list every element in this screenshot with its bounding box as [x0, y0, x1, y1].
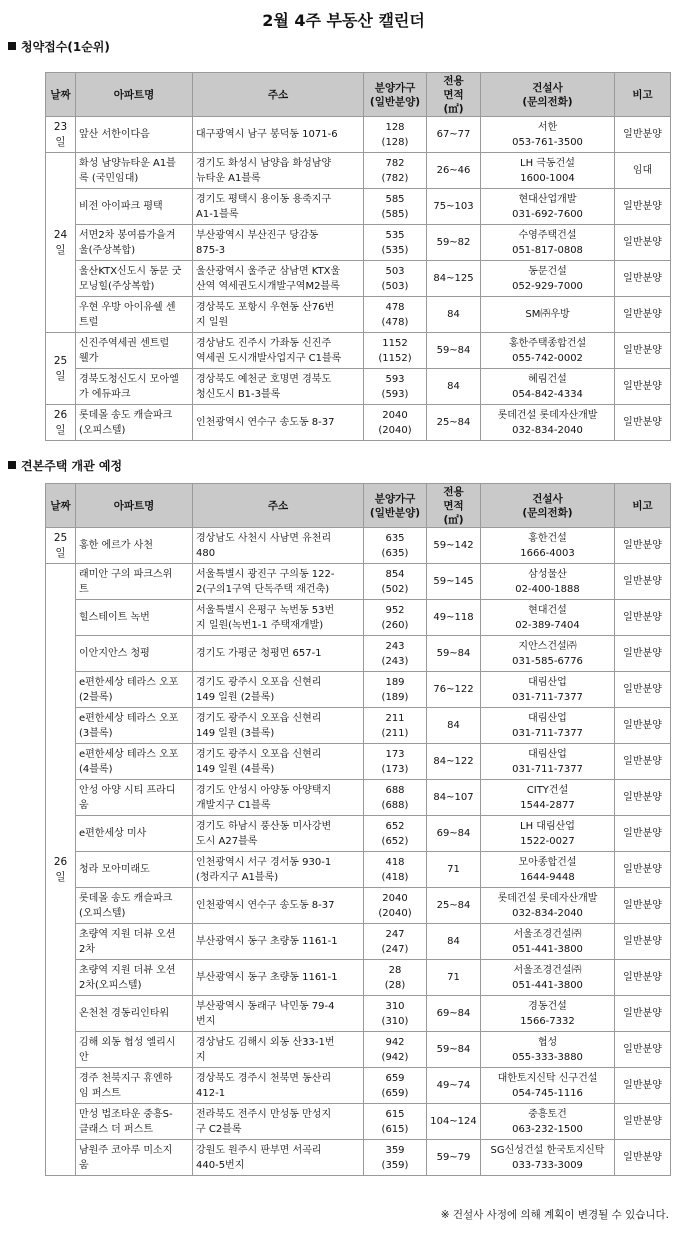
address-cell: 경기도 광주시 오포읍 신현리 149 일원 (3블록) — [193, 708, 364, 744]
note-cell: 일반분양 — [615, 636, 671, 672]
header-units: 분양가구 (일반분양) — [364, 73, 427, 117]
builder-cell: 홍한건설 1666-4003 — [481, 528, 615, 564]
area-cell: 49~118 — [427, 600, 481, 636]
note-cell: 일반분양 — [615, 189, 671, 225]
units-cell: 854 (502) — [364, 564, 427, 600]
address-cell: 인천광역시 연수구 송도동 8-37 — [193, 888, 364, 924]
builder-cell: 모아종합건설 1644-9448 — [481, 852, 615, 888]
address-cell: 인천광역시 서구 경서동 930-1 (청라지구 A1블록) — [193, 852, 364, 888]
builder-cell: 대림산업 031-711-7377 — [481, 708, 615, 744]
table-row — [46, 564, 671, 600]
footnote: ※ 건설사 사정에 의해 계획이 변경될 수 있습니다. — [440, 1209, 669, 1221]
area-cell: 59~82 — [427, 225, 481, 261]
header-apartment: 아파트명 — [76, 73, 193, 117]
units-cell: 478 (478) — [364, 297, 427, 333]
address-cell: 강원도 원주시 판부면 서곡리 440-5번지 — [193, 1140, 364, 1176]
builder-cell: 대한토지신탁 신구건설 054-745-1116 — [481, 1068, 615, 1104]
table-row — [46, 261, 671, 297]
apartment-name-cell: 안성 아양 시티 프라디 움 — [76, 780, 193, 816]
note-cell: 일반분양 — [615, 261, 671, 297]
area-cell: 26~46 — [427, 153, 481, 189]
address-cell: 서울특별시 광진구 구의동 122- 2(구의1구역 단독주택 재건축) — [193, 564, 364, 600]
note-cell: 일반분양 — [615, 852, 671, 888]
note-cell: 일반분양 — [615, 1104, 671, 1140]
section-title-model-house — [8, 457, 122, 475]
units-cell: 688 (688) — [364, 780, 427, 816]
date-cell: 25일 — [46, 528, 76, 564]
apartment-name-cell: 힐스테이트 녹번 — [76, 600, 193, 636]
area-cell: 84~122 — [427, 744, 481, 780]
area-cell: 59~84 — [427, 333, 481, 369]
area-cell: 71 — [427, 960, 481, 996]
note-cell: 일반분양 — [615, 708, 671, 744]
apartment-name-cell: 김해 외동 협성 엘리시 안 — [76, 1032, 193, 1068]
header-date: 날짜 — [46, 484, 76, 528]
area-cell: 84 — [427, 369, 481, 405]
address-cell: 경기도 광주시 오포읍 신현리 149 일원 (2블록) — [193, 672, 364, 708]
note-cell: 일반분양 — [615, 924, 671, 960]
apartment-name-cell: 온천천 경동리인타워 — [76, 996, 193, 1032]
table-row — [46, 1140, 671, 1176]
apartment-name-cell: 신진주역세권 센트럴 웰가 — [76, 333, 193, 369]
apartment-name-cell: 초량역 지원 더뷰 오션 2차(오피스텔) — [76, 960, 193, 996]
units-cell: 359 (359) — [364, 1140, 427, 1176]
units-cell: 211 (211) — [364, 708, 427, 744]
model-house-table — [45, 483, 671, 1176]
header-area: 전용 면적 (㎡) — [427, 484, 481, 528]
header-builder: 건설사 (문의전화) — [481, 484, 615, 528]
area-cell: 84~125 — [427, 261, 481, 297]
header-address: 주소 — [193, 484, 364, 528]
table-row — [46, 333, 671, 369]
header-date: 날짜 — [46, 73, 76, 117]
table-row — [46, 744, 671, 780]
table-row — [46, 225, 671, 261]
area-cell: 69~84 — [427, 996, 481, 1032]
note-cell: 일반분양 — [615, 888, 671, 924]
apartment-name-cell: 서면2차 봉여름가을겨 울(주상복합) — [76, 225, 193, 261]
note-cell: 일반분양 — [615, 528, 671, 564]
address-cell: 서울특별시 은평구 녹번동 53번 지 일원(녹번1-1 주택재개발) — [193, 600, 364, 636]
area-cell: 69~84 — [427, 816, 481, 852]
note-cell: 일반분양 — [615, 297, 671, 333]
units-cell: 247 (247) — [364, 924, 427, 960]
table-row — [46, 405, 671, 441]
note-cell: 일반분양 — [615, 225, 671, 261]
apartment-name-cell: 비전 아이파크 평택 — [76, 189, 193, 225]
area-cell: 84 — [427, 297, 481, 333]
table-row — [46, 960, 671, 996]
section-title-text: 견본주택 개관 예정 — [21, 459, 123, 473]
table-row — [46, 888, 671, 924]
area-cell: 59~142 — [427, 528, 481, 564]
address-cell: 부산광역시 동래구 낙민동 79-4 번지 — [193, 996, 364, 1032]
builder-cell: LH 대림산업 1522-0027 — [481, 816, 615, 852]
table-row — [46, 1068, 671, 1104]
builder-cell: 현대건설 02-389-7404 — [481, 600, 615, 636]
header-note: 비고 — [615, 73, 671, 117]
apartment-name-cell: 롯데몰 송도 캐슬파크 (오피스텔) — [76, 405, 193, 441]
note-cell: 일반분양 — [615, 1140, 671, 1176]
apartment-name-cell: 이안지안스 청평 — [76, 636, 193, 672]
area-cell: 59~79 — [427, 1140, 481, 1176]
area-cell: 59~84 — [427, 636, 481, 672]
table-row — [46, 924, 671, 960]
date-cell: 26일 — [46, 405, 76, 441]
header-address: 주소 — [193, 73, 364, 117]
builder-cell: 롯데건설 롯데자산개발 032-834-2040 — [481, 405, 615, 441]
apartment-name-cell: 초량역 지원 더뷰 오션 2차 — [76, 924, 193, 960]
address-cell: 부산광역시 동구 초량동 1161-1 — [193, 960, 364, 996]
builder-cell: 홍한주택종합건설 055-742-0002 — [481, 333, 615, 369]
apartment-name-cell: 만성 법조타운 중흥S- 클래스 더 퍼스트 — [76, 1104, 193, 1140]
builder-cell: 서울조경건설㈜ 051-441-3800 — [481, 924, 615, 960]
units-cell: 128 (128) — [364, 117, 427, 153]
note-cell: 일반분양 — [615, 1068, 671, 1104]
apartment-name-cell: 우현 우방 아이유쉘 센 트럴 — [76, 297, 193, 333]
units-cell: 418 (418) — [364, 852, 427, 888]
table-row — [46, 600, 671, 636]
table-row — [46, 153, 671, 189]
date-cell: 25일 — [46, 333, 76, 405]
note-cell: 일반분양 — [615, 600, 671, 636]
note-cell: 일반분양 — [615, 960, 671, 996]
area-cell: 84 — [427, 708, 481, 744]
units-cell: 503 (503) — [364, 261, 427, 297]
area-cell: 59~84 — [427, 1032, 481, 1068]
address-cell: 경기도 화성시 남양읍 화성남양 뉴타운 A1블록 — [193, 153, 364, 189]
address-cell: 경상남도 사천시 사남면 유천리 480 — [193, 528, 364, 564]
note-cell: 일반분양 — [615, 816, 671, 852]
address-cell: 경기도 평택시 용이동 용죽지구 A1-1블록 — [193, 189, 364, 225]
page-title: 2월 4주 부동산 캘린더 — [262, 11, 425, 30]
table-row — [46, 117, 671, 153]
note-cell: 일반분양 — [615, 369, 671, 405]
apartment-name-cell: 래미안 구의 파크스위 트 — [76, 564, 193, 600]
units-cell: 189 (189) — [364, 672, 427, 708]
apartment-name-cell: 앞산 서한이다음 — [76, 117, 193, 153]
units-cell: 635 (635) — [364, 528, 427, 564]
builder-cell: SM㈜우방 — [481, 297, 615, 333]
units-cell: 593 (593) — [364, 369, 427, 405]
header-row — [46, 73, 671, 117]
units-cell: 535 (535) — [364, 225, 427, 261]
address-cell: 대구광역시 남구 봉덕동 1071-6 — [193, 117, 364, 153]
table-row — [46, 672, 671, 708]
table-row — [46, 369, 671, 405]
units-cell: 952 (260) — [364, 600, 427, 636]
units-cell: 585 (585) — [364, 189, 427, 225]
units-cell: 2040 (2040) — [364, 405, 427, 441]
area-cell: 84~107 — [427, 780, 481, 816]
bullet-square-icon — [8, 42, 16, 50]
date-cell: 24일 — [46, 153, 76, 333]
builder-cell: 중흥토건 063-232-1500 — [481, 1104, 615, 1140]
area-cell: 49~74 — [427, 1068, 481, 1104]
apartment-name-cell: 롯데몰 송도 캐슬파크 (오피스텔) — [76, 888, 193, 924]
address-cell: 경기도 가평군 청평면 657-1 — [193, 636, 364, 672]
note-cell: 일반분양 — [615, 564, 671, 600]
table-row — [46, 816, 671, 852]
units-cell: 28 (28) — [364, 960, 427, 996]
area-cell: 25~84 — [427, 405, 481, 441]
date-cell: 26일 — [46, 564, 76, 1176]
apartment-name-cell: e편한세상 테라스 오포 (3블록) — [76, 708, 193, 744]
address-cell: 경상북도 포항시 우현동 산76번 지 일원 — [193, 297, 364, 333]
section-title-subscription — [8, 38, 110, 56]
builder-cell: 삼성물산 02-400-1888 — [481, 564, 615, 600]
apartment-name-cell: e편한세상 테라스 오포 (4블록) — [76, 744, 193, 780]
builder-cell: 서울조경건설㈜ 051-441-3800 — [481, 960, 615, 996]
address-cell: 울산광역시 울주군 삼남면 KTX울 산역 역세권도시개발구역M2블록 — [193, 261, 364, 297]
header-builder: 건설사 (문의전화) — [481, 73, 615, 117]
units-cell: 173 (173) — [364, 744, 427, 780]
table-row — [46, 1104, 671, 1140]
builder-cell: 동문건설 052-929-7000 — [481, 261, 615, 297]
units-cell: 310 (310) — [364, 996, 427, 1032]
units-cell: 243 (243) — [364, 636, 427, 672]
date-cell: 23일 — [46, 117, 76, 153]
units-cell: 615 (615) — [364, 1104, 427, 1140]
note-cell: 일반분양 — [615, 117, 671, 153]
header-note: 비고 — [615, 484, 671, 528]
apartment-name-cell: 화성 남양뉴타운 A1블 록 (국민임대) — [76, 153, 193, 189]
header-apartment: 아파트명 — [76, 484, 193, 528]
address-cell: 경기도 안성시 아양동 아양택지 개발지구 C1블록 — [193, 780, 364, 816]
builder-cell: 대림산업 031-711-7377 — [481, 672, 615, 708]
apartment-name-cell: e편한세상 미사 — [76, 816, 193, 852]
area-cell: 76~122 — [427, 672, 481, 708]
subscription-table — [45, 72, 671, 441]
address-cell: 경상북도 예천군 호명면 경북도 청신도시 B1-3블록 — [193, 369, 364, 405]
address-cell: 인천광역시 연수구 송도동 8-37 — [193, 405, 364, 441]
note-cell: 일반분양 — [615, 744, 671, 780]
address-cell: 경상남도 김해시 외동 산33-1번 지 — [193, 1032, 364, 1068]
apartment-name-cell: 경북도청신도시 모아엘 가 에듀파크 — [76, 369, 193, 405]
builder-cell: 경동건설 1566-7332 — [481, 996, 615, 1032]
table-row — [46, 708, 671, 744]
note-cell: 일반분양 — [615, 405, 671, 441]
area-cell: 59~145 — [427, 564, 481, 600]
units-cell: 942 (942) — [364, 1032, 427, 1068]
note-cell: 임대 — [615, 153, 671, 189]
address-cell: 부산광역시 부산진구 당감동 875-3 — [193, 225, 364, 261]
units-cell: 659 (659) — [364, 1068, 427, 1104]
builder-cell: SG신성건설 한국토지신탁 033-733-3009 — [481, 1140, 615, 1176]
area-cell: 75~103 — [427, 189, 481, 225]
area-cell: 71 — [427, 852, 481, 888]
address-cell: 전라북도 전주시 만성동 만성지 구 C2블록 — [193, 1104, 364, 1140]
note-cell: 일반분양 — [615, 996, 671, 1032]
header-row — [46, 484, 671, 528]
builder-cell: 현대산업개발 031-692-7600 — [481, 189, 615, 225]
units-cell: 652 (652) — [364, 816, 427, 852]
note-cell: 일반분양 — [615, 333, 671, 369]
builder-cell: 대림산업 031-711-7377 — [481, 744, 615, 780]
units-cell: 2040 (2040) — [364, 888, 427, 924]
builder-cell: CITY건설 1544-2877 — [481, 780, 615, 816]
apartment-name-cell: 청라 모아미래도 — [76, 852, 193, 888]
address-cell: 부산광역시 동구 초량동 1161-1 — [193, 924, 364, 960]
builder-cell: 롯데건설 롯데자산개발 032-834-2040 — [481, 888, 615, 924]
units-cell: 1152 (1152) — [364, 333, 427, 369]
header-area: 전용 면적 (㎡) — [427, 73, 481, 117]
note-cell: 일반분양 — [615, 1032, 671, 1068]
table-row — [46, 1032, 671, 1068]
address-cell: 경상남도 진주시 가좌동 신진주 역세권 도시개발사업지구 C1블록 — [193, 333, 364, 369]
builder-cell: 서한 053-761-3500 — [481, 117, 615, 153]
header-units: 분양가구 (일반분양) — [364, 484, 427, 528]
apartment-name-cell: 남원주 코아루 미소지 움 — [76, 1140, 193, 1176]
table-row — [46, 297, 671, 333]
address-cell: 경기도 광주시 오포읍 신현리 149 일원 (4블록) — [193, 744, 364, 780]
builder-cell: 수영주택건설 051-817-0808 — [481, 225, 615, 261]
apartment-name-cell: e편한세상 테라스 오포 (2블록) — [76, 672, 193, 708]
apartment-name-cell: 울산KTX신도시 동문 굿 모닝힐(주상복합) — [76, 261, 193, 297]
apartment-name-cell: 경주 천북지구 휴엔하 임 퍼스트 — [76, 1068, 193, 1104]
table-row — [46, 780, 671, 816]
table-row — [46, 996, 671, 1032]
builder-cell: 혜림건설 054-842-4334 — [481, 369, 615, 405]
area-cell: 84 — [427, 924, 481, 960]
bullet-square-icon — [8, 461, 16, 469]
area-cell: 25~84 — [427, 888, 481, 924]
table-row — [46, 528, 671, 564]
units-cell: 782 (782) — [364, 153, 427, 189]
area-cell: 104~124 — [427, 1104, 481, 1140]
address-cell: 경기도 하남시 풍산동 미사강변 도시 A27블록 — [193, 816, 364, 852]
apartment-name-cell: 홍한 에르가 사천 — [76, 528, 193, 564]
table-row — [46, 852, 671, 888]
area-cell: 67~77 — [427, 117, 481, 153]
builder-cell: LH 극동건설 1600-1004 — [481, 153, 615, 189]
section-title-text: 청약접수(1순위) — [21, 40, 110, 54]
builder-cell: 협성 055-333-3880 — [481, 1032, 615, 1068]
note-cell: 일반분양 — [615, 780, 671, 816]
table-row — [46, 189, 671, 225]
address-cell: 경상북도 경주시 천북면 동산리 412-1 — [193, 1068, 364, 1104]
table-row — [46, 636, 671, 672]
builder-cell: 지안스건설㈜ 031-585-6776 — [481, 636, 615, 672]
note-cell: 일반분양 — [615, 672, 671, 708]
